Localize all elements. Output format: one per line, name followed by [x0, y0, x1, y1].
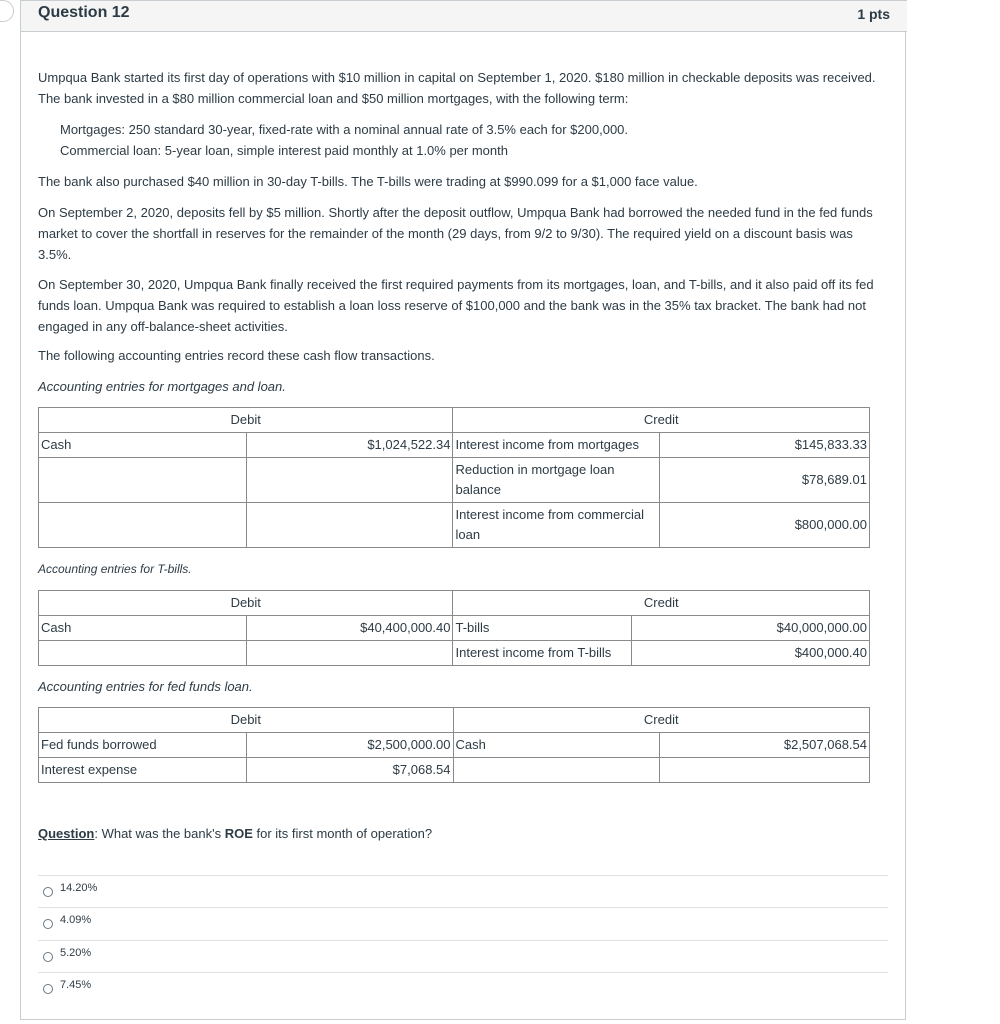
debit-account: Cash: [39, 616, 247, 641]
debit-header: Debit: [39, 591, 453, 616]
credit-account: Interest income from mortgages: [453, 433, 660, 458]
credit-amount: $2,507,068.54: [660, 733, 870, 758]
debit-header: Debit: [39, 708, 454, 733]
fedfunds-table: [38, 707, 870, 783]
credit-header: Credit: [453, 708, 869, 733]
credit-amount: $145,833.33: [660, 433, 870, 458]
question-prompt-pre: : What was the bank's: [94, 826, 225, 841]
following-text: The following accounting entries record these cash flow transactions.: [38, 348, 435, 363]
previous-question-tab[interactable]: [0, 0, 14, 22]
credit-header: Credit: [453, 591, 870, 616]
answer-option[interactable]: [38, 940, 888, 973]
question-label: Question: [38, 826, 95, 841]
answer-option[interactable]: [38, 875, 888, 908]
answer-label[interactable]: 14.20%: [60, 882, 98, 894]
mortgages-table: [38, 407, 870, 548]
debit-header: Debit: [39, 408, 453, 433]
credit-amount: $78,689.01: [660, 458, 870, 503]
tbills-table: [38, 590, 870, 666]
answer-label[interactable]: 5.20%: [60, 947, 92, 959]
sep30-text: On September 30, 2020, Umpqua Bank finally received the first required payments from its mortgages, loan, and T-bills, and it also paid off its fed funds loan. Umpqua Bank was required to establish a loan loss reserve of $100,000 and the bank was in the 35% tax bracket. The bank had not engaged in any off-balance-sheet activities.: [38, 277, 874, 334]
question-prompt-bold: ROE: [224, 826, 253, 841]
mortgages-caption: Accounting entries for mortgages and loan.: [38, 379, 286, 394]
fedfunds-caption: Accounting entries for fed funds loan.: [38, 679, 253, 694]
question-points: 1 pts: [857, 6, 890, 22]
credit-amount: $40,000,000.00: [632, 616, 870, 641]
sep2-text: On September 2, 2020, deposits fell by $5 million. Shortly after the deposit outflow, Umpqua Bank had borrowed the needed fund in the fed funds market to cover the shortfall in reserves for the remainder of the month (29 days, from 9/2 to 9/30). The required yield on a discount basis was 3.5%.: [38, 205, 873, 262]
question-prompt-post: for its first month of operation?: [252, 826, 433, 841]
radio-button[interactable]: [43, 984, 53, 994]
radio-button[interactable]: [43, 919, 53, 929]
debit-amount: $2,500,000.00: [246, 733, 453, 758]
debit-amount: $40,400,000.40: [246, 616, 453, 641]
debit-amount: $7,068.54: [246, 758, 453, 783]
commercial-terms: Commercial loan: 5-year loan, simple interest paid monthly at 1.0% per month: [60, 143, 508, 158]
question-prompt: [38, 823, 432, 844]
answer-option[interactable]: [38, 972, 888, 1005]
question-title: Question 12: [38, 4, 130, 21]
intro-text: Umpqua Bank started its first day of operations with $10 million in capital on September 1, 2020. $180 million in checkable deposits was received. The bank invested in a $80 million commercial loan and $50 million mortgages, with the following term:: [38, 70, 876, 106]
credit-header: Credit: [453, 408, 870, 433]
debit-account: Fed funds borrowed: [39, 733, 247, 758]
debit-account: Cash: [39, 433, 247, 458]
radio-button[interactable]: [43, 952, 53, 962]
answer-option[interactable]: [38, 907, 888, 940]
credit-account: Interest income from T-bills: [453, 641, 632, 666]
credit-amount: $800,000.00: [660, 503, 870, 548]
mortgage-terms: Mortgages: 250 standard 30-year, fixed-rate with a nominal annual rate of 3.5% each for $200,000.: [60, 122, 629, 137]
credit-account: Reduction in mortgage loan balance: [453, 458, 660, 503]
credit-amount: $400,000.40: [632, 641, 870, 666]
debit-account: Interest expense: [39, 758, 247, 783]
debit-amount: $1,024,522.34: [246, 433, 453, 458]
credit-account: T-bills: [453, 616, 632, 641]
credit-account: Cash: [453, 733, 660, 758]
radio-button[interactable]: [43, 887, 53, 897]
tbills-text: The bank also purchased $40 million in 30-day T-bills. The T-bills were trading at $990.099 for a $1,000 face value.: [38, 174, 698, 189]
answer-label[interactable]: 7.45%: [60, 979, 92, 991]
credit-account: Interest income from commercial loan: [453, 503, 660, 548]
answer-label[interactable]: 4.09%: [60, 914, 92, 926]
tbills-caption: Accounting entries for T-bills.: [38, 562, 192, 576]
question-header: [21, 0, 907, 32]
